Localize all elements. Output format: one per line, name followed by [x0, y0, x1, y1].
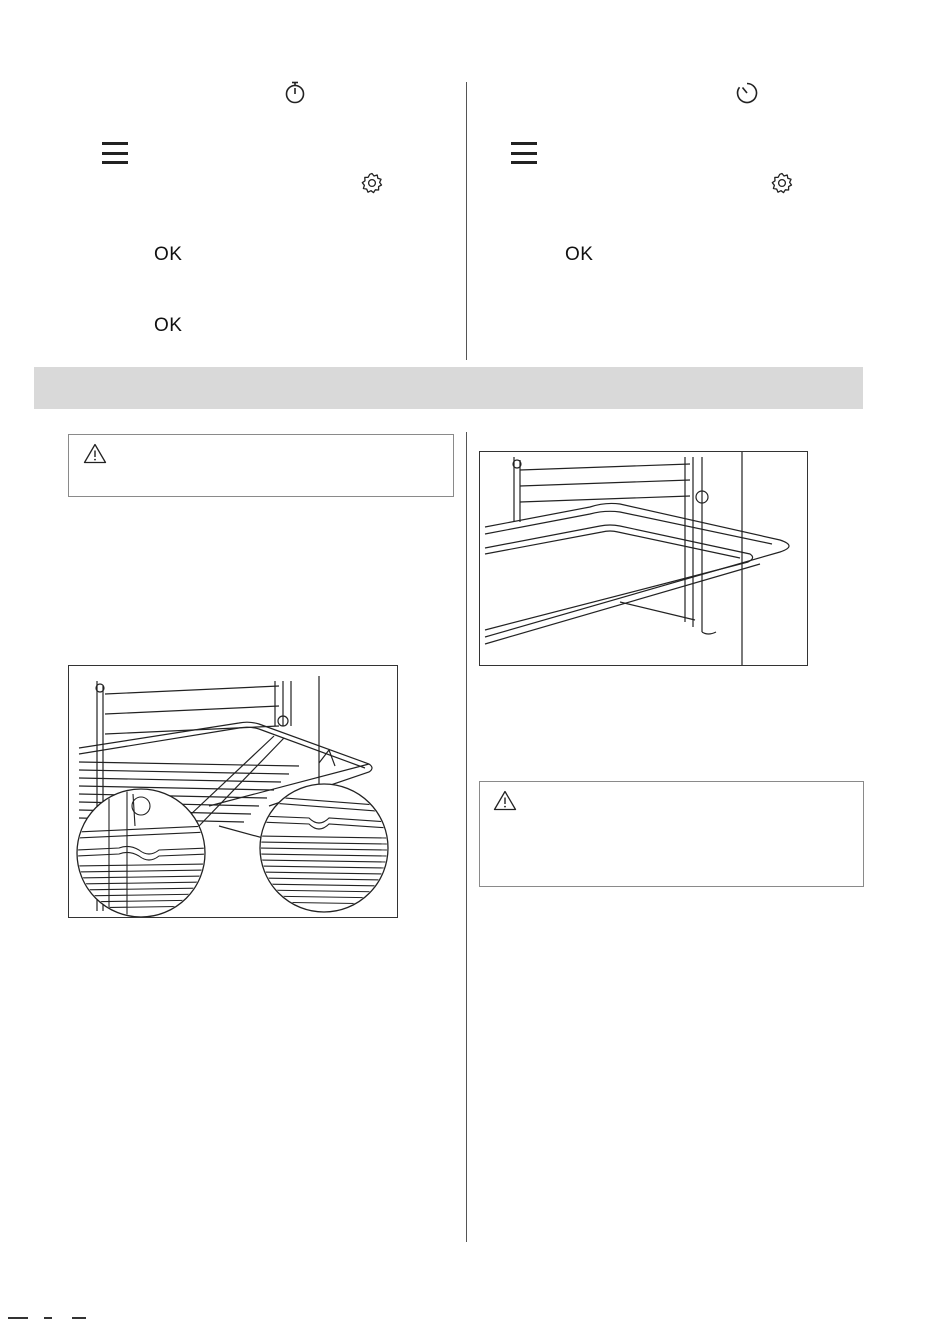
gear-icon: [771, 172, 793, 194]
section-heading-band: [34, 367, 863, 409]
wire-shelf-illustration: [68, 665, 398, 918]
warning-box: [68, 434, 454, 497]
menu-icon: [102, 142, 128, 164]
gear-icon: [361, 172, 383, 194]
ok-button-label: OK: [565, 244, 594, 265]
footer-mark: [44, 1317, 52, 1319]
ok-button-label: OK: [154, 244, 183, 265]
warning-triangle-icon: [493, 790, 517, 811]
column-divider-top: [466, 82, 467, 360]
menu-icon: [511, 142, 537, 164]
stopwatch-icon: [284, 80, 306, 106]
ok-button-label: OK: [154, 315, 183, 336]
column-divider-bottom: [466, 432, 467, 1242]
baking-tray-illustration: [479, 451, 808, 666]
warning-box: [479, 781, 864, 887]
timer-icon: [735, 81, 759, 105]
warning-triangle-icon: [83, 443, 107, 464]
footer-mark: [8, 1317, 28, 1319]
footer-mark: [72, 1317, 86, 1319]
